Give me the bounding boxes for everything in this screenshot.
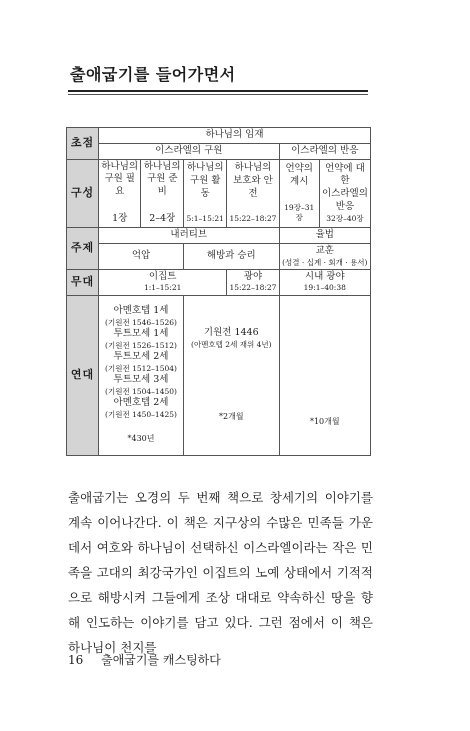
- era-rulers: 아멘호텝 1세 (기원전 1546–1526) 투트모세 1세 (기원전 1526–1512) 투트모세 2세 (기원전 1512–1504) 투트모세 3세 (기원전 1504–1450) 아멘호텝 2세 (기원전 1450–1425) *430년: [99, 295, 184, 455]
- theme-teaching: 교훈 (성결 · 십계 · 회개 · 용서): [279, 243, 370, 269]
- era-exodus-date: 기원전 1446 (아멘호텝 2세 재위 4년) *2개월: [184, 295, 280, 455]
- structure-cell: 하나님의 보호와 안전 15:22–18:27: [227, 159, 279, 227]
- title-rule-thin: [68, 94, 368, 95]
- row-header-era: 연대: [67, 295, 99, 455]
- exodus-outline-table: [66, 127, 371, 456]
- structure-cell: 하나님의 구원 준비 2–4장: [141, 159, 184, 227]
- focus-right: 이스라엘의 반응: [279, 143, 370, 159]
- theme-row: [67, 227, 371, 243]
- theme-oppression: 억압: [99, 243, 184, 269]
- row-header-stage: 무대: [67, 269, 99, 295]
- body-paragraph: 출애굽기는 오경의 두 번째 책으로 창세기의 이야기를 계속 이어나간다. 이 책은 지구상의 수많은 민족들 가운데서 여호와 하나님이 선택하신 이스라엘이라는 작은 민족을 고대의 최강국가인 이집트의 노예 상태에서 기적적으로 해방시켜 그들에게 조상 대대로 약속하신 땅을 향해 인도하는 이야기를 담고 있다. 그런 점에서 이 책은 하나님이 천지를: [68, 490, 373, 655]
- theme-liberation: 해방과 승리: [184, 243, 280, 269]
- row-header-structure: 구성: [67, 159, 99, 227]
- theme-subrow: [67, 243, 371, 269]
- page-number: 16: [68, 653, 84, 667]
- focus-subrow: [67, 143, 371, 159]
- structure-cell: 언약에 대한 이스라엘의 반응 32장–40장: [319, 159, 370, 227]
- era-row: [67, 295, 371, 455]
- row-header-focus: 초점: [67, 128, 99, 160]
- page-title: 출애굽기를 들어가면서: [70, 65, 236, 84]
- focus-row: [67, 128, 371, 144]
- title-rule: [68, 90, 368, 92]
- structure-cell: 하나님의 구원 활동 5:1–15:21: [184, 159, 227, 227]
- row-header-theme: 주제: [67, 227, 99, 269]
- structure-cell: 언약의 계시 19장–31장: [279, 159, 319, 227]
- stage-cell: 이집트 1:1–15:21: [99, 269, 227, 295]
- era-sinai: *10개월: [279, 295, 370, 455]
- page-footer: [68, 651, 221, 668]
- running-footer: 출애굽기를 캐스팅하다: [101, 653, 221, 667]
- focus-left: 이스라엘의 구원: [99, 143, 280, 159]
- theme-narrative: 내러티브: [99, 227, 280, 243]
- focus-top: 하나님의 임재: [99, 128, 371, 144]
- structure-cell: 하나님의 구원 필요 1장: [99, 159, 141, 227]
- structure-row: [67, 159, 371, 227]
- stage-row: [67, 269, 371, 295]
- stage-cell: 광야 15:22–18:27: [227, 269, 279, 295]
- theme-law: 율법: [279, 227, 370, 243]
- stage-cell: 시내 광야 19:1–40:38: [279, 269, 370, 295]
